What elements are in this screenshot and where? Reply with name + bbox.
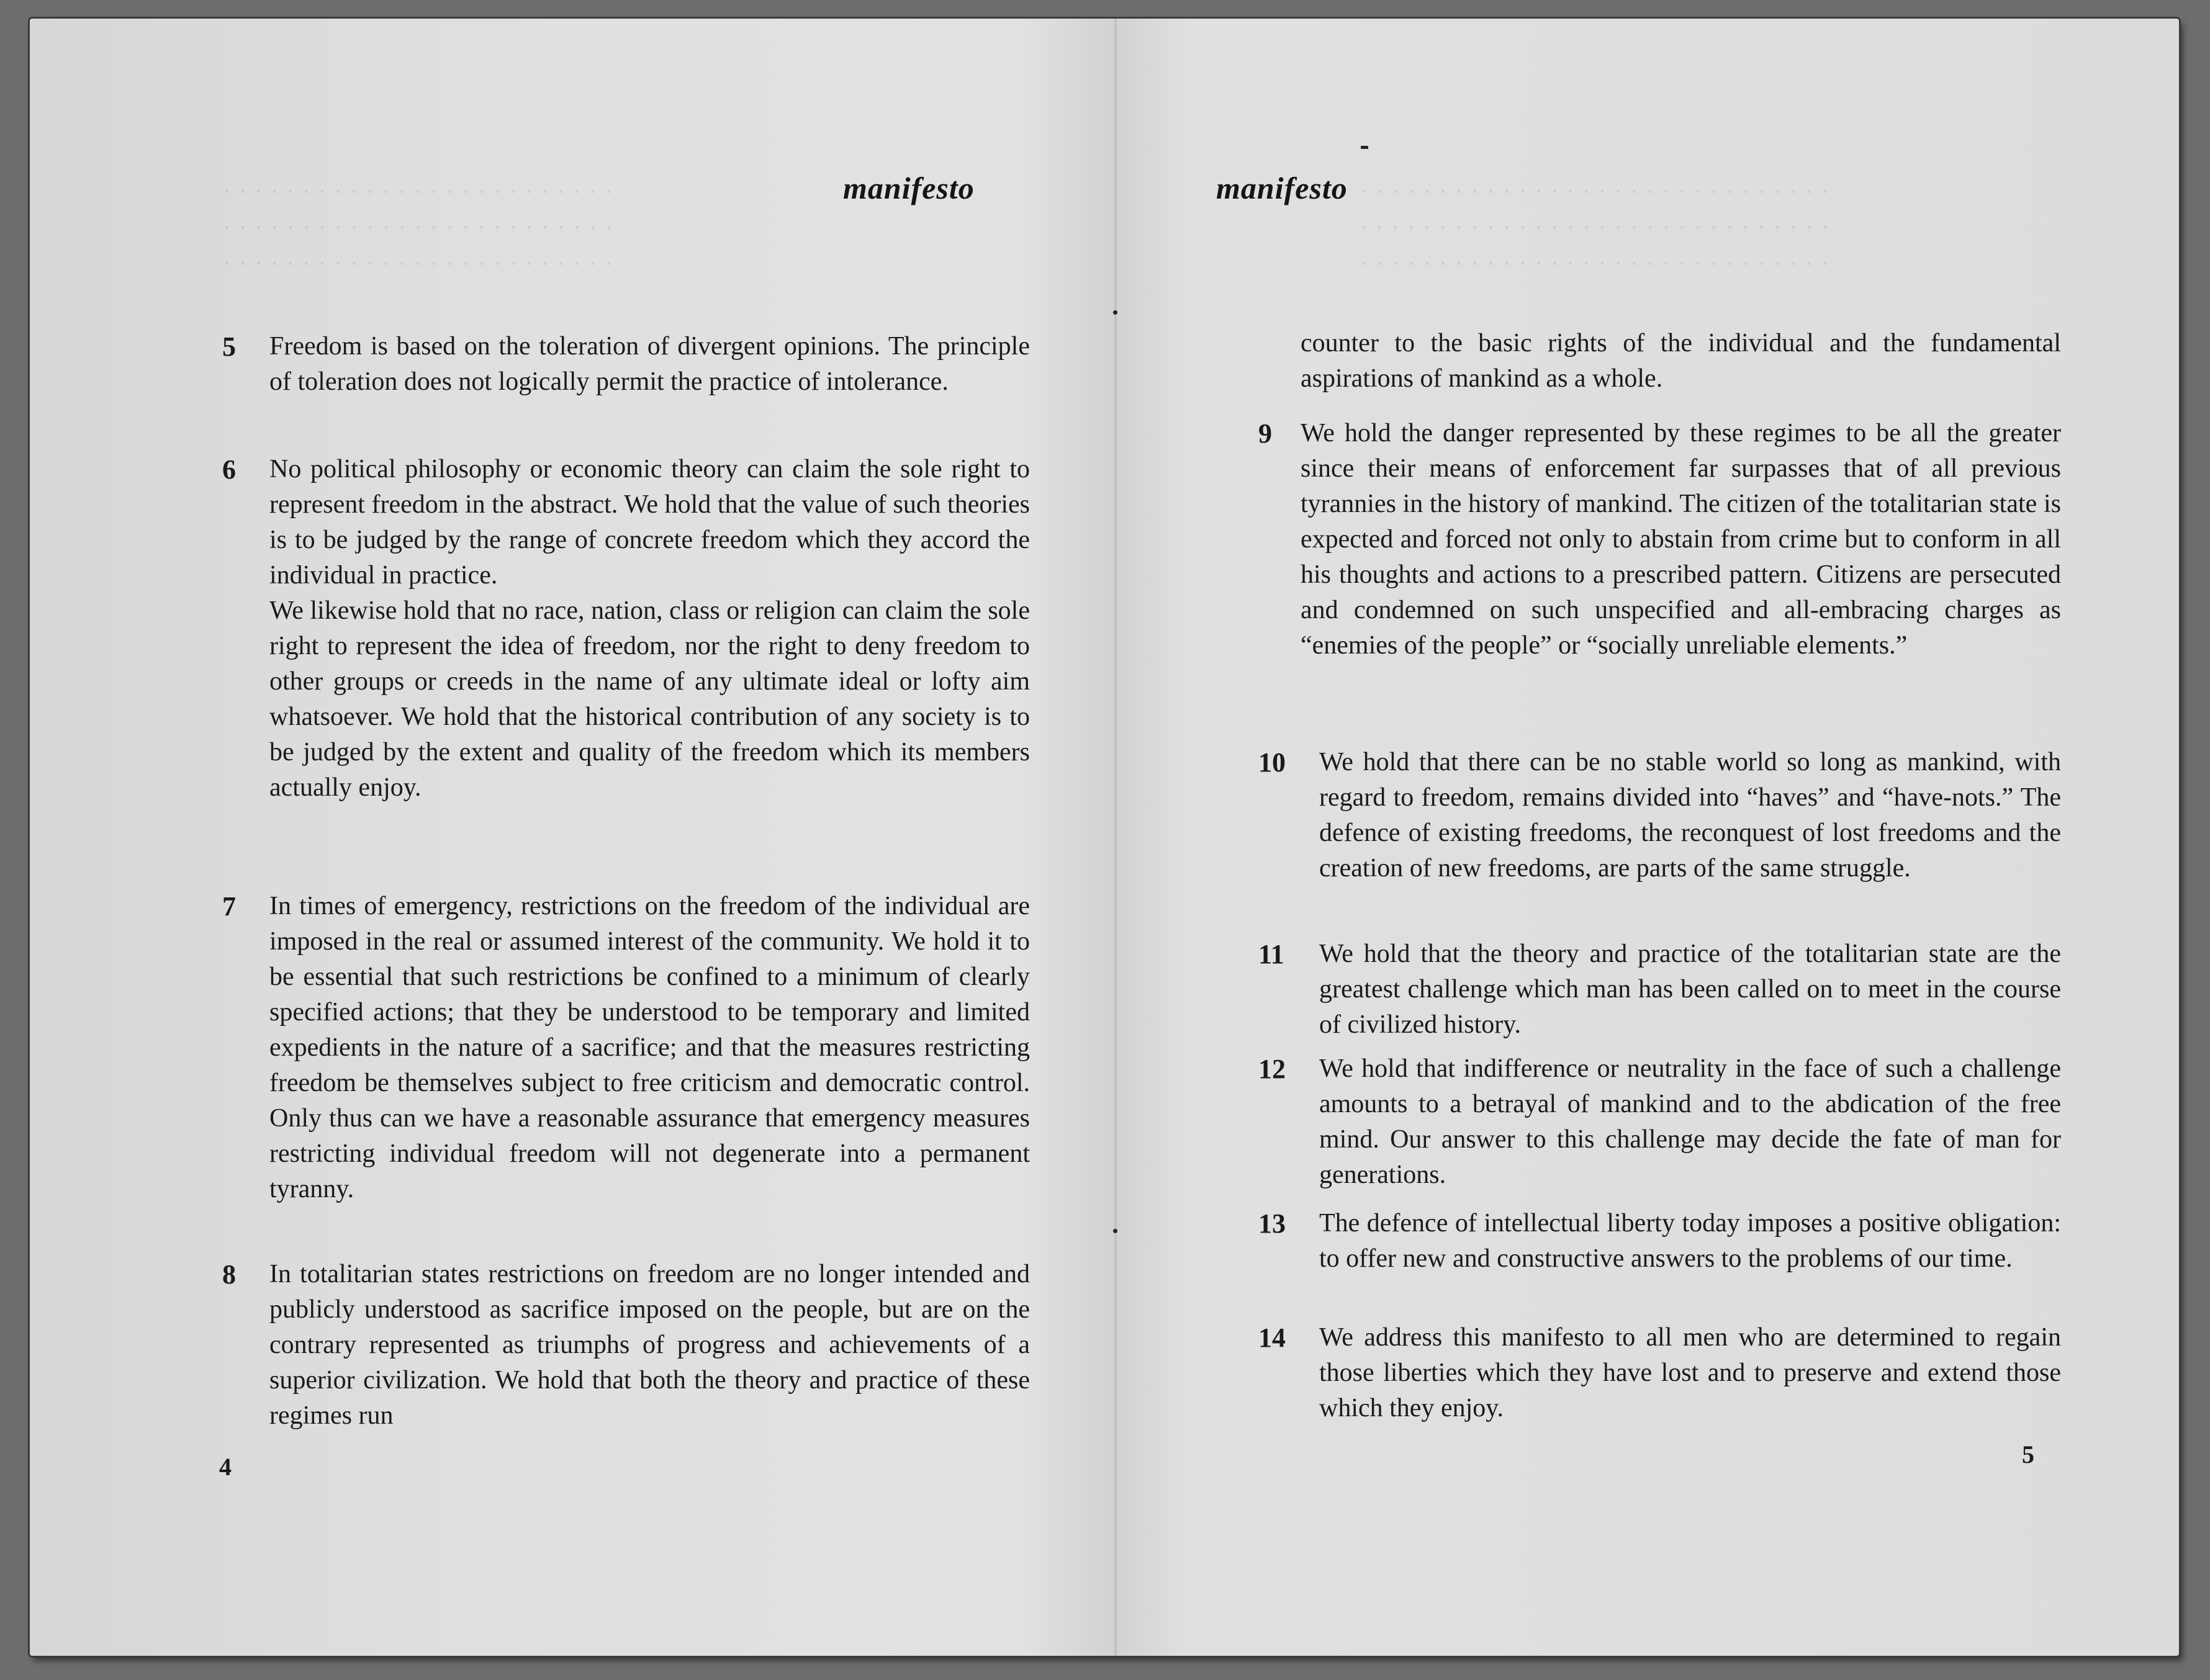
clause-text	[269, 329, 1030, 400]
clause-text	[269, 452, 1030, 806]
left-page	[30, 19, 1114, 1656]
clause-number: 6	[222, 454, 236, 485]
clause-paragraph: The defence of intellectual liberty today imposes a positive obligation: to offer new and constructive answers to the problems of our time.	[1319, 1209, 2061, 1273]
clause-14	[1258, 1320, 2065, 1429]
clause-11	[1258, 937, 2065, 1045]
print-mark	[1361, 146, 1368, 149]
clause-number: 7	[222, 891, 236, 922]
continued-text: counter to the basic rights of the individual and the fundamental aspirations of mankind as a whole.	[1301, 329, 2061, 393]
page-header: manifesto	[1216, 171, 1348, 205]
clause-text	[1319, 937, 2061, 1043]
clause-text	[269, 889, 1030, 1207]
clause-paragraph: Freedom is based on the toleration of divergent opinions. The principle of toleration does not logically permit the practice of intolerance.	[269, 332, 1030, 396]
clause-paragraph: We hold that there can be no stable world so long as mankind, with regard to freedom, remains divided into “haves” and “have-nots.” The defence of existing freedoms, the reconquest of lost freedoms and the creation of new freedoms, are parts of the same struggle.	[1319, 748, 2061, 883]
clause-paragraph: We hold that indifference or neutrality in the face of such a challenge amounts to a betrayal of mankind and to the abdication of the free mind. Our answer to this challenge may decide the fate of man for generations.	[1319, 1054, 2061, 1189]
clause-8	[222, 1257, 1029, 1437]
clause-text	[1319, 745, 2061, 886]
clause-7	[222, 889, 1029, 1242]
clause-text	[1319, 1051, 2061, 1193]
clause-12	[1258, 1051, 2065, 1194]
clause-paragraph: In totalitarian states restrictions on freedom are no longer intended and publicly understood as sacrifice imposed on the people, but are on the contrary represented as triumphs of progress and achievements of a superior civilization. We hold that both the theory and practice of these regimes run	[269, 1260, 1030, 1430]
clause-6	[222, 452, 1029, 874]
show-through-text: · · · · · · · · · · · · · · · · · · · · · · · · · · · · · · · · · · · · · · · · · · · · · · · · · · · · · · · · · · · · · · · · · · · · · · · · · · ·	[222, 176, 614, 279]
clause-paragraph: We address this manifesto to all men who are determined to regain those liberties which they have lost and to preserve and extend those which they enjoy.	[1319, 1323, 2061, 1422]
clause-paragraph: In times of emergency, restrictions on the freedom of the individual are imposed in the real or assumed interest of the community. We hold it to be essential that such restrictions be confined to a minimum of clearly specified actions; that they be understood to be temporary and limited expedients in the nature of a sacrifice; and that the measures restricting freedom be themselves subject to free criticism and democratic control. Only thus can we have a reasonable assurance that emergency measures restricting individual freedom will not degenerate into a permanent tyranny.	[269, 892, 1030, 1203]
clause-text	[1319, 1320, 2061, 1426]
clause-paragraph: We likewise hold that no race, nation, class or religion can claim the sole right to represent the idea of freedom, nor the right to deny freedom to other groups or creeds in the name of any ultimate ideal or lofty aim whatsoever. We hold that the historical contribution of any society is to be judged by the extent and quality of the freedom which its members actually enjoy.	[269, 596, 1030, 802]
clause-9	[1258, 416, 2065, 739]
clause-paragraph: We hold that the theory and practice of the totalitarian state are the greatest challenge which man has been called on to meet in the course of civilized history.	[1319, 940, 2061, 1039]
clause-paragraph: No political philosophy or economic theory can claim the sole right to represent freedom in the abstract. We hold that the value of such theories is to be judged by the range of concrete freedom which they accord the individual in practice.	[269, 455, 1030, 590]
page-number: 4	[219, 1453, 232, 1481]
page-header: manifesto	[843, 171, 975, 205]
clause-5	[222, 329, 1029, 434]
booklet-spread	[30, 19, 2179, 1656]
clause-number: 10	[1258, 747, 1286, 778]
right-page	[1117, 19, 2179, 1656]
clause-number: 5	[222, 331, 236, 362]
clause-number: 13	[1258, 1208, 1286, 1239]
clause-number: 9	[1258, 418, 1272, 449]
clause-text	[269, 1257, 1030, 1434]
clause-number: 11	[1258, 939, 1284, 969]
page-number: 5	[2022, 1440, 2034, 1468]
clause-13	[1258, 1206, 2065, 1314]
show-through-text: · · · · · · · · · · · · · · · · · · · · · · · · · · · · · · · · · · · · · · · · · · · · · · · · · · · · · · · · · · · · · · · · · · · · · · · · · · · · · · · · · · · · · · · · · ·	[1359, 176, 1830, 279]
clause-paragraph: We hold the danger represented by these regimes to be all the greater since their means of enforcement far surpasses that of all previous tyrannies in the history of mankind. The citizen of the totalitarian state is expected and forced not only to abstain from crime but to conform in all his thoughts and actions to a prescribed pattern. Citizens are persecuted and condemned on such unspecified and all-embracing charges as “enemies of the people” or “socially unreliable elements.”	[1301, 419, 2061, 660]
clause-text	[1301, 416, 2061, 663]
clause-10	[1258, 745, 2065, 925]
clause-text	[1319, 1206, 2061, 1277]
clause-number: 8	[222, 1259, 236, 1290]
clause-number: 14	[1258, 1323, 1286, 1353]
clause-number: 12	[1258, 1054, 1286, 1084]
